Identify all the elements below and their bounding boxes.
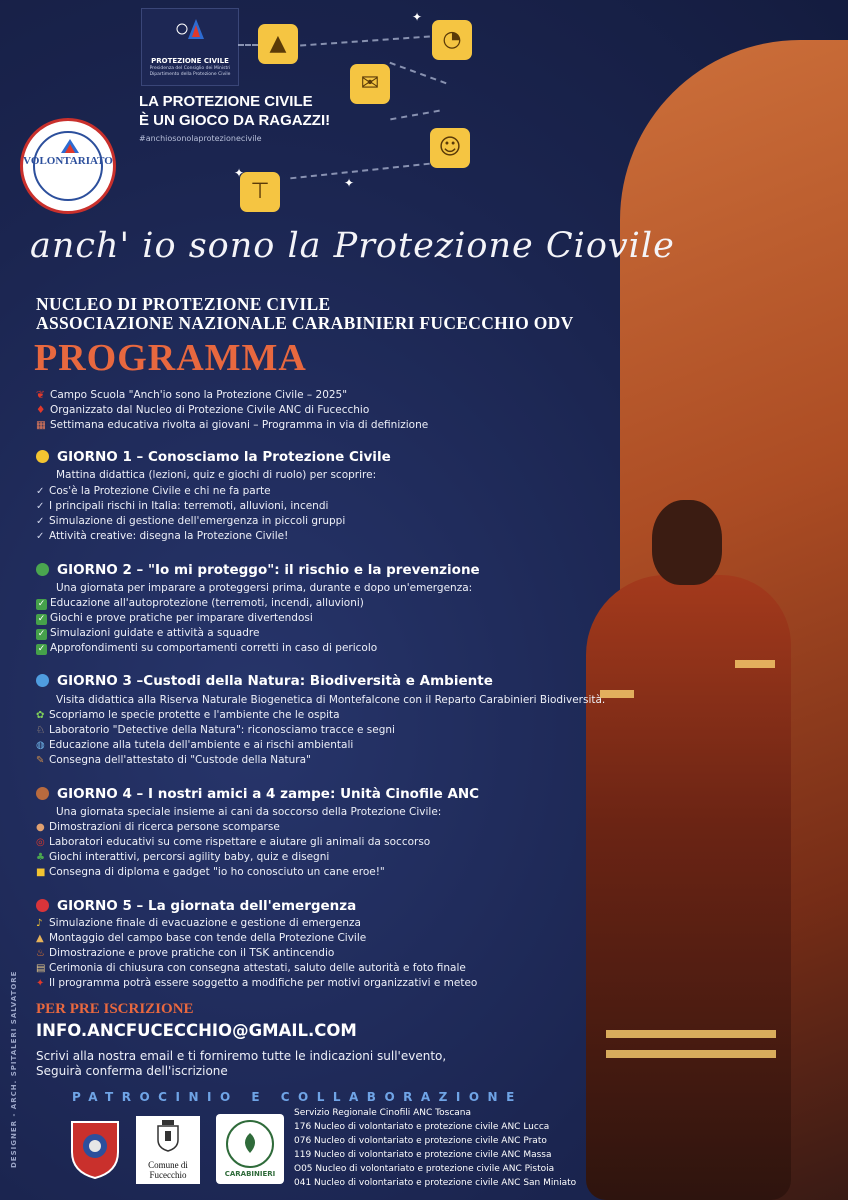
email-link[interactable]: INFO.ANCFUCECCHIO@GMAIL.COM (36, 1021, 357, 1040)
sparkle-icon: ✦ (234, 166, 245, 180)
sparkle-icon: ✦ (412, 10, 423, 24)
tent-icon: ▲ (36, 933, 44, 944)
seedling-icon: ✿ (36, 710, 45, 721)
raggruppamento-carabinieri-logo (216, 1114, 284, 1184)
intro-line: ❦ Campo Scuola "Anch'io sono la Protezione Civile – 2025" (36, 389, 348, 401)
bell-icon: ♪ (36, 918, 43, 929)
day-dot-icon (36, 674, 49, 687)
ribbon-icon: ❦ (36, 389, 45, 401)
clover-icon: ♣ (36, 852, 45, 863)
list-item: ▲ Montaggio del campo base con tende della Protezione Civile (36, 932, 367, 944)
list-item: ■ Consegna di diploma e gadget "io ho conosciuto un cane eroe!" (36, 866, 385, 878)
list-item: ♣ Giochi interattivi, percorsi agility baby, quiz e disegni (36, 851, 330, 863)
list-item: ✓ Simulazioni guidate e attività a squadre (37, 627, 260, 639)
scroll-icon: ✎ (36, 755, 45, 766)
day-2-title: GIORNO 2 – "Io mi proteggo": il rischio e la prevenzione (36, 562, 480, 578)
volunteer-head (652, 500, 722, 585)
dashed-path (390, 110, 440, 121)
day-4-intro: Una giornata speciale insieme ai cani da soccorso della Protezione Civile: (56, 806, 442, 818)
preiscrizione-info: Scrivi alla nostra email e ti forniremo tutte le indicazioni sull'evento, (36, 1049, 447, 1063)
target-icon: ◎ (36, 837, 45, 848)
preiscrizione-confirm: Seguirà conferma dell'iscrizione (36, 1064, 228, 1078)
pushpin-icon: ✦ (36, 978, 45, 989)
designer-credit: DESIGNER - ARCH. SPITALERI SALVATORE (10, 970, 18, 1168)
day-3-intro: Visita didattica alla Riserva Naturale Biogenetica di Montefalcone con il Reparto Carabinieri Biodiversità. (56, 694, 606, 706)
mailbox-icon: ✉ (350, 64, 390, 104)
volunteer-figure (586, 575, 791, 1200)
anc-shield-logo (68, 1118, 122, 1180)
leaf-icon (240, 1132, 260, 1154)
check-icon: ✓ (36, 486, 45, 497)
list-item: ▤ Cerimonia di chiusura con consegna attestati, saluto delle autorità e foto finale (36, 962, 466, 974)
dashed-path (300, 35, 430, 46)
partner-item: O05 Nucleo di volontariato e protezione civile ANC Pistoia (294, 1164, 555, 1174)
gift-icon: ■ (36, 867, 46, 878)
partner-item: 119 Nucleo di volontariato e protezione civile ANC Massa (294, 1150, 552, 1160)
partner-item: Servizio Regionale Cinofili ANC Toscana (294, 1108, 471, 1118)
day-1-title: GIORNO 1 – Conosciamo la Protezione Civile (36, 449, 391, 465)
signpost-icon: ⊤ (240, 172, 280, 212)
list-item: ♘ Laboratorio "Detective della Natura": riconosciamo tracce e segni (36, 724, 395, 736)
globe-icon: ◍ (36, 740, 45, 751)
scroll-icon: ▤ (36, 963, 46, 974)
list-item: ✿ Scopriamo le specie protette e l'ambiente che le ospita (36, 709, 340, 721)
raggruppamento-label: CARABINIERI (224, 1170, 276, 1178)
check-icon: ✓ (36, 531, 45, 542)
pc-triangle-icon (61, 139, 79, 153)
list-item: ♨ Dimostrazione e prove pratiche con il TSK antincendio (36, 947, 335, 959)
programma-title: PROGRAMMA (34, 337, 307, 379)
compass-icon: ◔ (432, 20, 472, 60)
partner-item: 076 Nucleo di volontariato e protezione civile ANC Prato (294, 1136, 547, 1146)
check-icon: ✓ (36, 516, 45, 527)
tagline: anch' io sono la Protezione Ciovile (30, 226, 675, 266)
dog-icon: ● (36, 822, 45, 833)
dashed-path (290, 163, 429, 180)
fire-icon: ▲ (258, 24, 298, 64)
dashed-path (238, 44, 258, 46)
list-item: ● Dimostrazioni di ricerca persone scomparse (36, 821, 280, 833)
volontariato-label: VOLONTARIATO (23, 155, 113, 167)
list-item: ✓ Cos'è la Protezione Civile e chi ne fa parte (36, 485, 271, 497)
list-item: ✓ I principali rischi in Italia: terremoti, alluvioni, incendi (36, 500, 329, 512)
check-icon: ✓ (36, 501, 45, 512)
check-box-icon: ✓ (37, 599, 46, 609)
day-dot-icon (36, 450, 49, 463)
list-item: ◎ Laboratori educativi su come rispettare e aiutare gli animali da soccorso (36, 836, 431, 848)
partner-item: 041 Nucleo di volontariato e protezione civile ANC San Miniato (294, 1178, 577, 1188)
coat-of-arms-icon (156, 1120, 180, 1152)
dashed-path (389, 62, 446, 84)
day-4-title: GIORNO 4 – I nostri amici a 4 zampe: Unità Cinofile ANC (36, 786, 479, 802)
protezione-civile-logo (141, 8, 239, 86)
preiscrizione-title: PER PRE ISCRIZIONE (36, 1001, 194, 1017)
fire-icon: ♨ (36, 948, 45, 959)
pc-logo-subtitle: Presidenza del Consiglio dei Ministri Dipartimento della Protezione Civile (149, 66, 231, 77)
reflective-stripe (606, 1050, 776, 1058)
day-dot-icon (36, 899, 49, 912)
partner-item: 176 Nucleo di volontariato e protezione civile ANC Lucca (294, 1122, 550, 1132)
list-item: ✓ Simulazione di gestione dell'emergenza in piccoli gruppi (36, 515, 346, 527)
intro-line: ▦ Settimana educativa rivolta ai giovani – Programma in via di definizione (36, 419, 429, 431)
day-dot-icon (36, 563, 49, 576)
detective-icon: ♘ (36, 725, 45, 736)
pc-triangle-icon (176, 17, 204, 41)
pc-logo-title: PROTEZIONE CIVILE (151, 57, 229, 65)
day-5-title: GIORNO 5 – La giornata dell'emergenza (36, 898, 356, 914)
reflective-stripe (735, 660, 775, 668)
comune-name: Fucecchio (149, 1170, 187, 1180)
check-box-icon: ✓ (37, 644, 46, 654)
list-item: ✓ Approfondimenti su comportamenti corretti in caso di pericolo (37, 642, 378, 654)
check-box-icon: ✓ (37, 614, 46, 624)
kids-icon: ☺ (430, 128, 470, 168)
sparkle-icon: ✦ (344, 176, 355, 190)
day-dot-icon (36, 787, 49, 800)
calendar-icon: ▦ (36, 419, 46, 431)
list-item: ✓ Giochi e prove pratiche per imparare divertendosi (37, 612, 313, 624)
day-1-intro: Mattina didattica (lezioni, quiz e giochi di ruolo) per scoprire: (56, 469, 377, 481)
org-line-2: ASSOCIAZIONE NAZIONALE CARABINIERI FUCECCHIO ODV (36, 313, 574, 333)
check-box-icon: ✓ (37, 629, 46, 639)
headline: LA PROTEZIONE CIVILE È UN GIOCO DA RAGAZZI! (139, 93, 331, 129)
day-2-intro: Una giornata per imparare a proteggersi prima, durante e dopo un'emergenza: (56, 582, 473, 594)
list-item: ♪ Simulazione finale di evacuazione e gestione di emergenza (36, 917, 361, 929)
day-3-title: GIORNO 3 –Custodi della Natura: Biodiversità e Ambiente (36, 673, 493, 689)
pin-icon: ♦ (36, 404, 46, 416)
patrocinio-title: PATROCINIO E COLLABORAZIONE (72, 1090, 523, 1104)
comune-label: Comune di (148, 1160, 188, 1170)
list-item: ✓ Educazione all'autoprotezione (terremoti, incendi, alluvioni) (37, 597, 364, 609)
reflective-stripe (606, 1030, 776, 1038)
comune-fucecchio-logo (136, 1116, 200, 1184)
list-item: ✎ Consegna dell'attestato di "Custode della Natura" (36, 754, 311, 766)
list-item: ✦ Il programma potrà essere soggetto a modifiche per motivi organizzativi e meteo (36, 977, 478, 989)
hashtag: #anchiosonolaprotezionecivile (139, 134, 262, 143)
org-line-1: NUCLEO DI PROTEZIONE CIVILE (36, 294, 331, 314)
list-item: ✓ Attività creative: disegna la Protezione Civile! (36, 530, 289, 542)
list-item: ◍ Educazione alla tutela dell'ambiente e ai rischi ambientali (36, 739, 354, 751)
volontariato-badge (20, 118, 116, 214)
intro-line: ♦ Organizzato dal Nucleo di Protezione Civile ANC di Fucecchio (36, 404, 370, 416)
